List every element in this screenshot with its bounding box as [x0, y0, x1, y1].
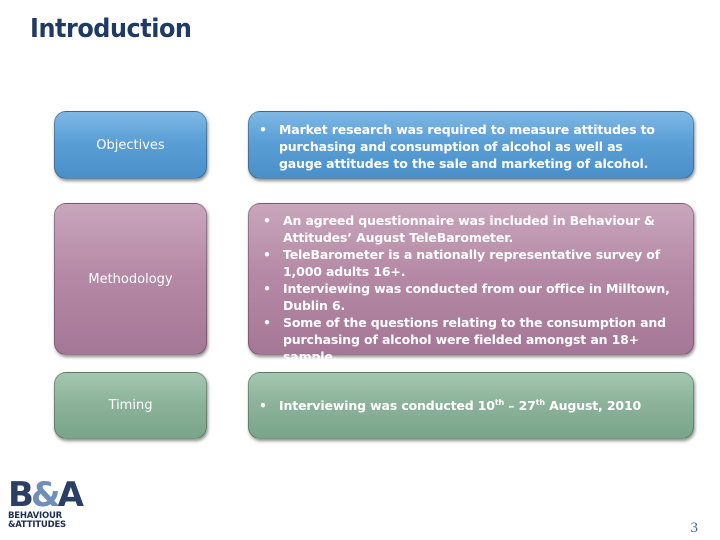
methodology-bullet: • Some of the questions relating to the consumption and purchasing of alcohol were fielded amongst an 18+ sample.: [283, 314, 673, 365]
timing-bullet-list: [249, 397, 693, 414]
timing-text-prefix: Interviewing was conducted 10: [279, 398, 495, 413]
timing-bullet: [279, 397, 693, 414]
methodology-bullet: • An agreed questionnaire was included in Behaviour & Attitudes’ August TeleBarometer.: [283, 212, 673, 246]
methodology-label-box: [54, 203, 207, 355]
timing-sup-end: th: [535, 397, 545, 407]
timing-label: Timing: [108, 398, 153, 413]
objectives-bullet: • Market research was required to measure attitudes to purchasing and consumption of alcohol as well as gauge attitudes to the sale and marketing of alcohol.: [279, 121, 665, 172]
timing-content-box: [248, 372, 694, 439]
methodology-bullet: • Interviewing was conducted from our office in Milltown, Dublin 6.: [283, 280, 673, 314]
logo-word-behaviour: BEHAVIOUR: [8, 511, 63, 521]
behaviour-attitudes-logo: [8, 475, 84, 534]
logo-mark: [8, 475, 84, 515]
timing-sup-start: th: [494, 397, 505, 407]
slide-title: Introduction: [30, 14, 192, 44]
timing-text-suffix: August, 2010: [544, 398, 642, 413]
timing-text-middle: – 27: [504, 398, 536, 413]
objectives-bullet-list: [249, 121, 693, 172]
objectives-label: Objectives: [96, 137, 165, 153]
objectives-content-box: [248, 111, 694, 179]
methodology-label: Methodology: [88, 271, 173, 287]
page-number: 3: [690, 520, 698, 536]
logo-mark-amp: &: [30, 475, 58, 515]
logo-mark-a: A: [57, 475, 81, 515]
timing-label-box: [54, 372, 207, 439]
objectives-label-box: [54, 111, 207, 179]
logo-word-attitudes: &ATTITUDES: [8, 520, 66, 530]
methodology-bullet: • TeleBarometer is a nationally representative survey of 1,000 adults 16+.: [283, 246, 673, 280]
logo-mark-b: B: [8, 475, 31, 515]
methodology-bullet-list: [249, 212, 693, 365]
methodology-content-box: [248, 203, 694, 364]
